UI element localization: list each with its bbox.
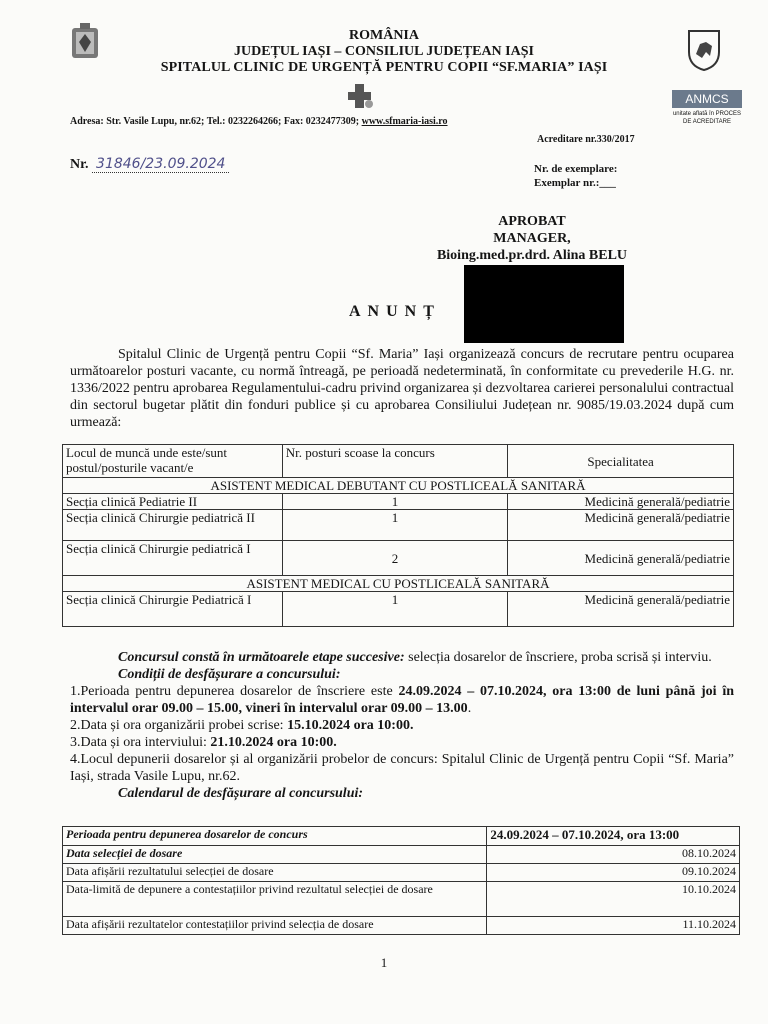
table-cell: Data afișării rezultatelor contestațiilor privind selecția de dosare xyxy=(63,917,487,935)
condition-4: 4.Locul depunerii dosarelor și al organizării probelor de concurs: Spitalul Clinic de Urgență pentru Copii “Sf. Maria” Iași, strada Vasile Lupu, nr.62. xyxy=(70,752,734,784)
table-cell: 08.10.2024 xyxy=(487,846,740,864)
registration-handwritten: 31846/23.09.2024 xyxy=(92,156,229,173)
stages-text: selecția dosarelor de înscriere, proba scrisă și interviu. xyxy=(404,650,712,665)
table-row xyxy=(63,494,734,510)
condition-3-value: 21.10.2024 ora 10:00. xyxy=(210,735,337,750)
intro-text: Spitalul Clinic de Urgență pentru Copii “Sf. Maria” Iași organizează concurs de recrutare pentru ocuparea următoarelor posturi vacante, cu normă întreagă, pe perioadă nedeterminată, în conformitate cu prevederile H.G. nr. 1336/2022 pentru aprobarea Regulamentului-cadru privind organizarea și dezvoltarea carierei personalului contractual din sectorul bugetar plătit din fonduri publice și cu aprobarea Consiliului Județean nr. 9085/19.03.2024 după cum urmează: xyxy=(70,347,734,430)
table-cell: Secția clinică Chirurgie Pediatrică I xyxy=(63,592,283,627)
table-cell: Secția clinică Chirurgie pediatrică I xyxy=(63,541,283,576)
table-cell: Perioada pentru depunerea dosarelor de concurs xyxy=(63,827,487,846)
condition-2-value: 15.10.2024 ora 10:00. xyxy=(287,718,414,733)
table-row xyxy=(63,592,734,627)
table-group-row xyxy=(63,576,734,592)
table-cell: 11.10.2024 xyxy=(487,917,740,935)
condition-2-label: 2.Data și ora organizării probei scrise: xyxy=(70,718,288,733)
table-cell: Medicină generală/pediatrie xyxy=(508,592,734,627)
hospital-cross-logo-icon xyxy=(345,82,375,110)
copy-number: Exemplar nr.:___ xyxy=(534,177,616,189)
condition-3-label: 3.Data și ora interviului: xyxy=(70,735,211,750)
table-row xyxy=(63,827,740,846)
approval-title: APROBAT xyxy=(498,214,566,229)
table-group-row xyxy=(63,478,734,494)
approval-name: Bioing.med.pr.drd. Alina BELU xyxy=(436,248,628,263)
website-link[interactable]: www.sfmaria-iasi.ro xyxy=(361,116,448,127)
table-row xyxy=(63,882,740,917)
table-row xyxy=(63,864,740,882)
group-title: ASISTENT MEDICAL DEBUTANT CU POSTLICEALĂ SANITARĂ xyxy=(63,478,734,494)
registration-number xyxy=(70,156,229,173)
registration-label: Nr. xyxy=(70,157,89,172)
table-row xyxy=(63,541,734,576)
group-title: ASISTENT MEDICAL CU POSTLICEALĂ SANITARĂ xyxy=(63,576,734,592)
table-cell: 09.10.2024 xyxy=(487,864,740,882)
table-cell: 10.10.2024 xyxy=(487,882,740,917)
table-cell: Data afișării rezultatului selecției de dosare xyxy=(63,864,487,882)
conditions-title: Condiții de desfășurare a concursului: xyxy=(118,667,341,682)
table-cell: Medicină generală/pediatrie xyxy=(508,494,734,510)
header-country: ROMÂNIA xyxy=(349,28,419,43)
table-cell: 1 xyxy=(282,510,508,541)
header-hospital: SPITALUL CLINIC DE URGENȚĂ PENTRU COPII “SF.MARIA” IAȘI xyxy=(160,60,608,75)
table-cell: Data-limită de depunere a contestațiilor privind rezultatul selecției de dosare xyxy=(63,882,487,917)
table-cell: 1 xyxy=(282,494,508,510)
table-row xyxy=(63,917,740,935)
anmcs-logo-text: ANMCS xyxy=(672,90,742,108)
page-number: 1 xyxy=(380,955,388,970)
table-row xyxy=(63,510,734,541)
condition-1-value: 24.09.2024 – 07.10.2024, ora 13:00 de luni până joi în intervalul orar 09.00 – 15.00, vineri în intervalul orar 09.00 – 13.00 xyxy=(70,684,734,716)
stages-paragraph xyxy=(70,649,734,802)
table-header-row xyxy=(63,445,734,478)
address-text: Adresa: Str. Vasile Lupu, nr.62; Tel.: 0232264266; Fax: 0232477309; xyxy=(70,116,360,127)
calendar-title: Calendarul de desfășurare al concursului: xyxy=(118,786,364,801)
table-cell: Secția clinică Chirurgie pediatrică II xyxy=(63,510,283,541)
table-cell: Data selecției de dosare xyxy=(63,846,487,864)
stages-lead: Concursul constă în următoarele etape succesive: xyxy=(118,650,405,665)
anmcs-logo xyxy=(672,90,742,134)
table-header-cell: Nr. posturi scoase la concurs xyxy=(282,445,508,478)
table-cell: Medicină generală/pediatrie xyxy=(508,510,734,541)
header-county: JUDEȚUL IAȘI – CONSILIUL JUDEȚEAN IAȘI xyxy=(234,44,534,59)
calendar-table xyxy=(62,826,740,935)
redacted-signature-block xyxy=(464,265,624,343)
table-header-cell: Specialitatea xyxy=(508,445,734,478)
table-cell: Secția clinică Pediatrie II xyxy=(63,494,283,510)
document-title: ANUNȚ xyxy=(349,303,441,320)
posts-table xyxy=(62,444,734,627)
condition-1-end: . xyxy=(467,701,472,716)
accreditation-number: Acreditare nr.330/2017 xyxy=(537,134,635,145)
intro-paragraph xyxy=(70,346,734,431)
table-cell: Medicină generală/pediatrie xyxy=(508,541,734,576)
copies-count: Nr. de exemplare: xyxy=(534,163,618,175)
table-cell: 2 xyxy=(282,541,508,576)
table-header-cell: Locul de muncă unde este/sunt postul/posturile vacant/e xyxy=(63,445,283,478)
condition-1-label: 1.Perioada pentru depunerea dosarelor de înscriere este xyxy=(70,684,399,699)
table-cell: 24.09.2024 – 07.10.2024, ora 13:00 xyxy=(487,827,740,846)
table-row xyxy=(63,846,740,864)
anmcs-logo-subtext: unitate aflată în PROCES DE ACREDITARE xyxy=(672,111,742,125)
approval-role: MANAGER, xyxy=(493,231,571,246)
header-address xyxy=(70,116,448,127)
table-cell: 1 xyxy=(282,592,508,627)
